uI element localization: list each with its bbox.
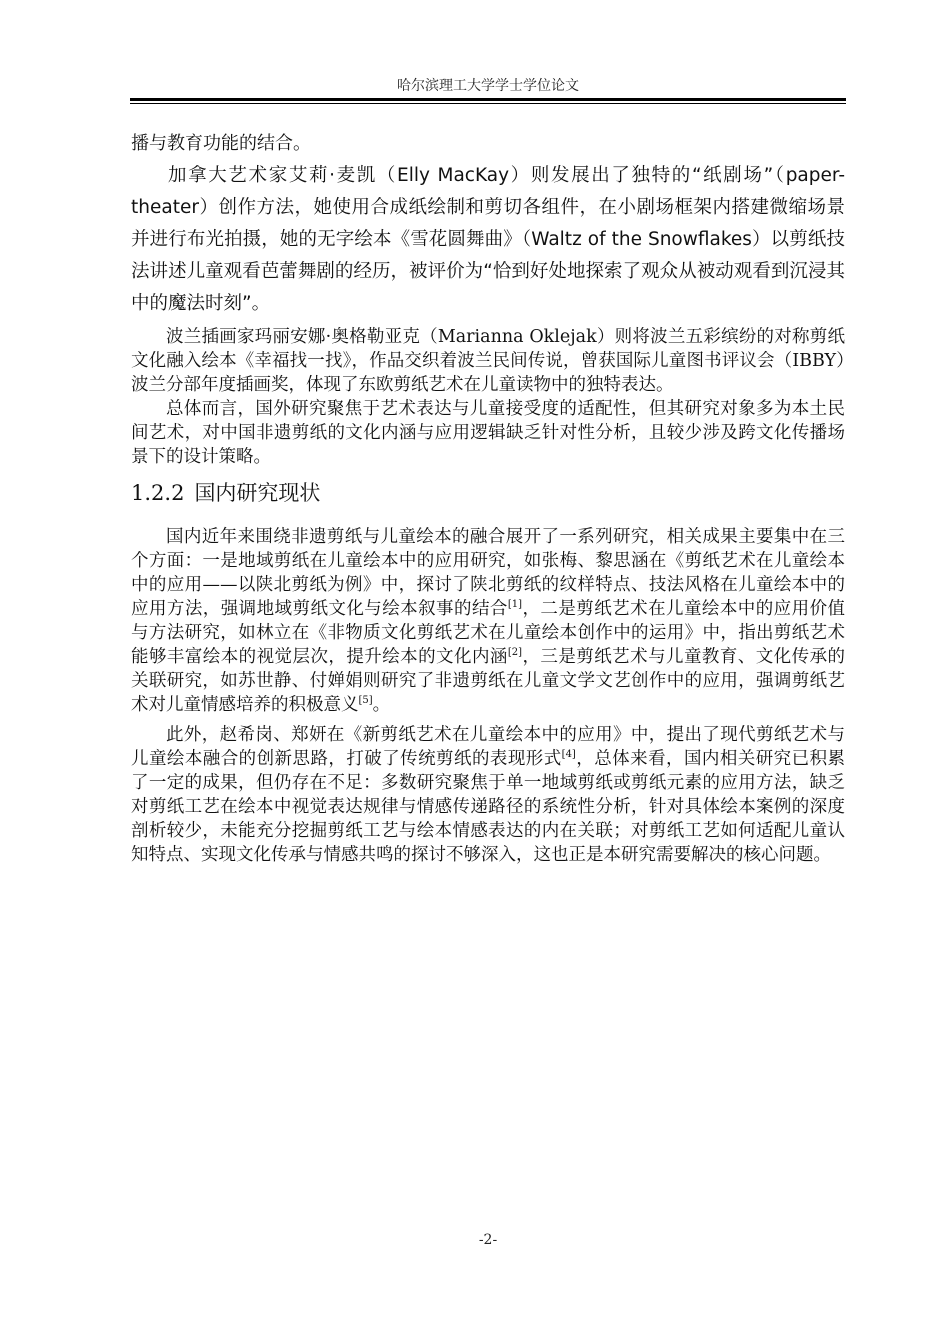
citation-marker: [4] [561,749,576,761]
paragraph-domestic-research [131,525,845,717]
paragraph-domestic-summary [131,723,845,867]
paragraph-text-segment: ，总体来看，国内相关研究已积累了一定的成果，但仍存在不足：多数研究聚焦于单一地域剪纸或剪纸元素的应用方法，缺乏对剪纸工艺在绘本中视觉表达规律与情感传递路径的系统性分析，针对具体绘本案例的深度剖析较少，未能充分挖掘剪纸工艺与绘本情感表达的内在关联；对剪纸工艺如何适配儿童认知特点、实现文化传承与情感共鸣的探讨不够深入，这也正是本研究需要解决的核心问题。 [131,749,846,865]
header-rule-thick [130,98,846,101]
header-rule-thin [130,103,846,104]
paragraph-text-segment: ，二是剪纸艺术在儿童绘本中的应用价值与方法研究，如林立在《非物质文化剪纸艺术在儿童绘本创作中的运用》中，指出剪纸艺术能够丰富绘本的视觉层次，提升绘本的文化内涵 [131,599,846,667]
page-number: -2- [478,1232,498,1248]
paragraph-text-segment: 此外，赵希岗、郑妍在《新剪纸艺术在儿童绘本中的应用》中，提出了现代剪纸艺术与儿童绘本融合的创新思路，打破了传统剪纸的表现形式 [131,725,845,769]
paragraph-text-segment: 。 [372,695,391,715]
paragraph-foreign-summary: 总体而言，国外研究聚焦于艺术表达与儿童接受度的适配性，但其研究对象多为本土民间艺术，对中国非遗剪纸的文化内涵与应用逻辑缺乏针对性分析，且较少涉及跨文化传播场景下的设计策略。 [131,399,845,467]
paragraph-elly-mackay: 加拿大艺术家艾莉·麦凯（Elly MacKay）则发展出了独特的“纸剧场”（paper-theater）创作方法，她使用合成纸绘制和剪切各组件，在小剧场框架内搭建微缩场景并进行布光拍摄，她的无字绘本《雪花圆舞曲》（Waltz of the Snowflakes）以剪纸技法讲述儿童观看芭蕾舞剧的经历，被评价为“恰到好处地探索了观众从被动观看到沉浸其中的魔法时刻”。 [131,165,845,314]
paragraph-marianna-oklejak: 波兰插画家玛丽安娜·奥格勒亚克（Marianna Oklejak）则将波兰五彩缤纷的对称剪纸文化融入绘本《幸福找一找》，作品交织着波兰民间传说，曾获国际儿童图书评议会（IBBY）波兰分部年度插画奖，体现了东欧剪纸艺术在儿童读物中的独特表达。 [131,327,845,395]
paragraph-continuation: 播与教育功能的结合。 [131,133,311,154]
paragraph-text-segment: ，三是剪纸艺术与儿童教育、文化传承的关联研究，如苏世静、付婵娟则研究了非遗剪纸在儿童文学文艺创作中的应用，强调剪纸艺术对儿童情感培养的积极意义 [131,647,846,715]
section-title: 国内研究现状 [194,481,321,505]
citation-marker: [5] [358,695,373,707]
body-text [131,127,845,867]
citation-marker: [2] [507,647,523,659]
section-heading [131,475,845,511]
paragraph-text-segment: 国内近年来围绕非遗剪纸与儿童绘本的融合展开了一系列研究，相关成果主要集中在三个方面：一是地域剪纸在儿童绘本中的应用研究，如张梅、黎思涵在《剪纸艺术在儿童绘本中的应用——以陕北剪纸为例》中，探讨了陕北剪纸的纹样特点、技法风格在儿童绘本中的应用方法，强调地域剪纸文化与绘本叙事的结合 [131,527,845,619]
section-number: 1.2.2 [131,481,185,505]
citation-marker: [1] [507,599,523,611]
running-header: 哈尔滨理工大学学士学位论文 [397,78,579,94]
